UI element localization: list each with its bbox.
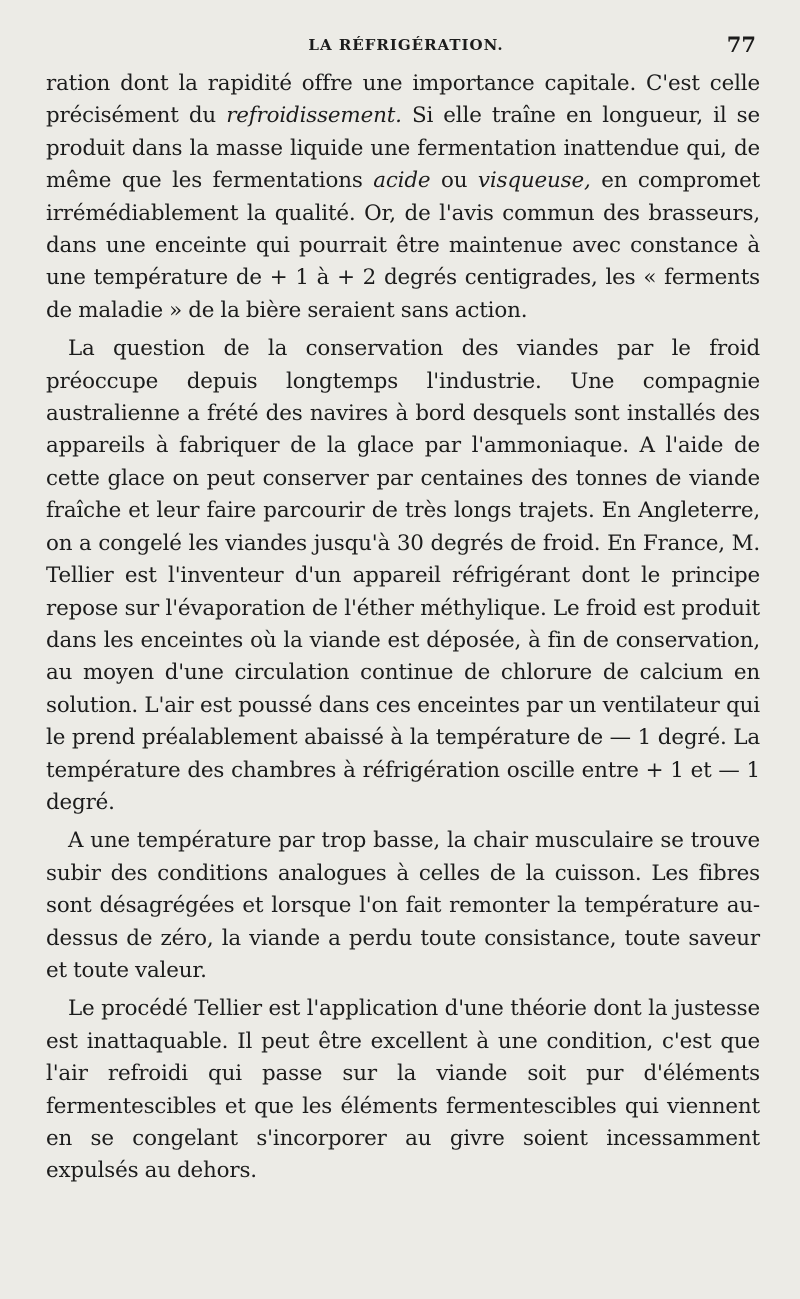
page-number: 77 — [726, 32, 756, 57]
paragraph-3 — [46, 825, 760, 987]
text-run: La question de la conservation des viandes par le froid préoccupe depuis longtemps l'industrie. Une compagnie australienne a frété des navires à bord desquels sont installés des appareils à fabriquer de la glace par l'ammoniaque. A l'aide de cette glace on peut conserver par centaines des tonnes de viande fraîche et leur faire parcourir de très longs trajets. En Angleterre, on a congelé les viandes jusqu'à 30 degrés de froid. En France, M. Tellier est l'inventeur d'un appareil réfrigérant dont le principe repose sur l'évaporation de l'éther méthylique. Le froid est produit dans les enceintes où la viande est déposée, à fin de conservation, au moyen d'une circulation continue de chlorure de calcium en solution. L'air est poussé dans ces enceintes par un ventilateur qui le prend préalablement abaissé à la température de — 1 degré. La température des chambres à réfrigération oscille entre + 1 et — 1 degré. — [46, 336, 760, 815]
text-run: Si elle traîne en longueur, il se produit dans la masse liquide une fermentation inattendue qui, de même que les fermentations — [46, 103, 761, 194]
running-title: LA RÉFRIGÉRATION. — [308, 36, 504, 54]
text-run: ration dont la rapidité offre une importance capitale. C'est celle précisément du — [46, 71, 760, 129]
text-run: ou — [430, 168, 478, 194]
paragraph-1 — [46, 68, 760, 327]
paragraph-4 — [46, 993, 760, 1187]
text-run: Le procédé Tellier est l'application d'une théorie dont la justesse est inattaquable. Il peut être excellent à une condition, c'est que l'air refroidi qui passe sur la viande soit pur d'éléments fermentescibles et que les éléments fermentescibles qui viennent en se congelant s'incorporer au givre soient incessamment expulsés au dehors. — [46, 996, 760, 1184]
paragraph-2 — [46, 333, 760, 819]
italic-term: refroidissement. — [226, 103, 402, 129]
italic-term: acide — [373, 168, 431, 194]
body-text — [46, 68, 760, 1188]
text-run: en compromet irrémédiablement la qualité. Or, de l'avis commun des brasseurs, dans une enceinte qui pourrait être maintenue avec constance à une température de + 1 à + 2 degrés centigrades, les « ferments de maladie » de la bière seraient sans action. — [46, 168, 761, 323]
running-head — [46, 30, 760, 68]
italic-term: visqueuse, — [477, 168, 591, 194]
text-run: A une température par trop basse, la chair musculaire se trouve subir des conditions analogues à celles de la cuisson. Les fibres sont désagrégées et lorsque l'on fait remonter la température au-dessus de zéro, la viande a perdu toute consistance, toute saveur et toute valeur. — [46, 828, 760, 983]
